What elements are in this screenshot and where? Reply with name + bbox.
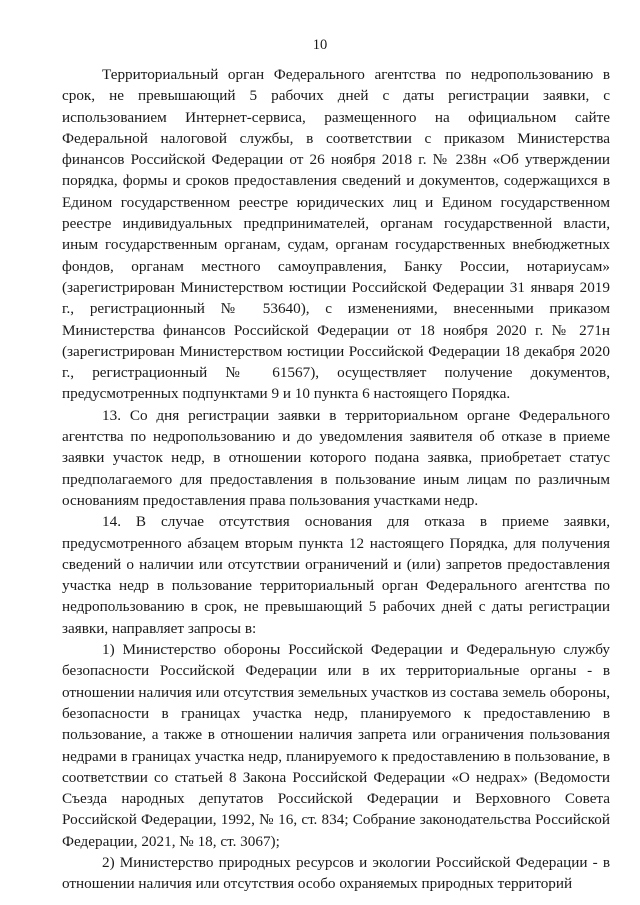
paragraph-fns-request: Территориальный орган Федерального агентства по недропользованию в срок, не превышающий 5 рабочих дней с даты регистрации заявки, с использованием Интернет-сервиса, размещенного на официальном сайте Федеральной налоговой службы, в соответствии с приказом Министерства финансов Российской Федерации от 26 ноября 2018 г. № 238н «Об утверждении порядка, формы и сроков предоставления сведений и документов, содержащихся в Едином государственном реестре юридических лиц и Едином государственном реестре индивидуальных предпринимателей, органам государственной власти, иным государственным органам, судам, органам государственных внебюджетных фондов, органам местного самоуправления, Банку России, нотариусам» (зарегистрирован Министерством юстиции Российской Федерации 31 января 2019 г., регистрационный № 53640), с изменениями, внесенными приказом Министерства финансов Российской Федерации от 18 ноября 2020 г. № 271н (зарегистрирован Министерством юстиции Российской Федерации 18 декабря 2020 г., регистрационный № 61567), осуществляет получение документов, предусмотренных подпунктами 9 и 10 пункта 6 настоящего Порядка. xyxy=(62,66,610,403)
paragraph-subitem-2: 2) Министерство природных ресурсов и экологии Российской Федерации - в отношении наличия или отсутствия особо охраняемых природных территорий xyxy=(62,853,610,893)
paragraph-item-14: 14. В случае отсутствия основания для отказа в приеме заявки, предусмотренного абзацем вторым пункта 12 настоящего Порядка, для получения сведений о наличии или отсутствии ограничений и (или) запретов предоставления участка недр в пользование территориальный орган Федерального агентства по недропользованию в срок, не превышающий 5 рабочих дней с даты регистрации заявки, направляет запросы в: xyxy=(62,513,610,637)
page-number: 10 xyxy=(312,37,328,53)
paragraph-subitem-1: 1) Министерство обороны Российской Федерации и Федеральную службу безопасности Российской Федерации или в их территориальные органы - в отношении наличия или отсутствия земельных участков из состава земель обороны, безопасности в границах участка недр, планируемого к предоставлению в пользование, а также в отношении наличия запрета или ограничения пользования недрами в границах участка недр, планируемого к предоставлению в пользование, в соответствии со статьей 8 Закона Российской Федерации «О недрах» (Ведомости Съезда народных депутатов Российской Федерации и Верховного Совета Российской Федерации, 1992, № 16, ст. 834; Собрание законодательства Российской Федерации, 2021, № 18, ст. 3067); xyxy=(62,641,610,850)
paragraph-item-13: 13. Со дня регистрации заявки в территориальном органе Федерального агентства по недропользованию и до уведомления заявителя об отказе в приеме заявки участок недр, в отношении которого подана заявка, приобретает статус предполагаемого для предоставления в пользование иным лицам по различным основаниям предоставления права пользования участками недр. xyxy=(62,406,610,509)
document-body xyxy=(62,64,610,895)
